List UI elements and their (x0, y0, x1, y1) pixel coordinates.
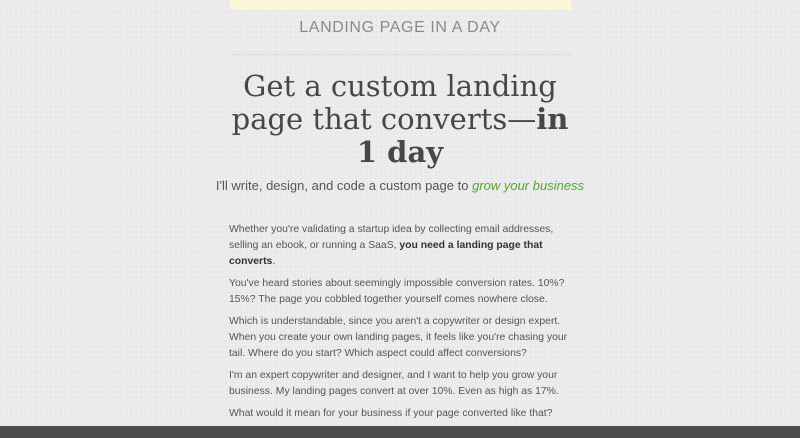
brand-name[interactable]: LANDING PAGE IN A DAY (299, 19, 501, 36)
paragraph-question: What would it mean for your business if your page converted like that? (229, 408, 553, 419)
body-copy (229, 222, 577, 428)
paragraph-conversion-rates: You've heard stories about seemingly impossible conversion rates. 10%? 15%? The page you cobbled together yourself comes nowhere close. (229, 278, 565, 305)
notice-bar (230, 0, 571, 10)
paragraph-expert: I'm an expert copywriter and designer, and I want to help you grow your business. My landing pages convert at over 10%. Even as high as 17%. (229, 370, 559, 397)
paragraph-intro-end: . (272, 256, 276, 267)
paragraph-intro-bold: you need a landing page that converts (229, 240, 543, 267)
hero-title-bold: in 1 day (356, 102, 569, 169)
hero-subtitle-accent: grow your business (472, 178, 585, 193)
hero-subtitle (0, 178, 800, 193)
hero-title (225, 70, 575, 169)
paragraph-intro (229, 222, 577, 270)
paragraph-intro-text: Whether you're validating a startup idea by collecting email addresses, selling an ebook, or running a SaaS, (229, 224, 554, 251)
hero-title-main: Get a custom landing page that converts— (231, 69, 557, 136)
header-divider (230, 54, 571, 55)
hero-subtitle-text: I'll write, design, and code a custom page to (215, 178, 473, 193)
footer-bar (0, 426, 800, 438)
paragraph-understandable: Which is understandable, since you aren't a copywriter or design expert. When you create your own landing pages, it feels like you're chasing your tail. Where do you start? Which aspect could affect conversions? (229, 316, 568, 359)
